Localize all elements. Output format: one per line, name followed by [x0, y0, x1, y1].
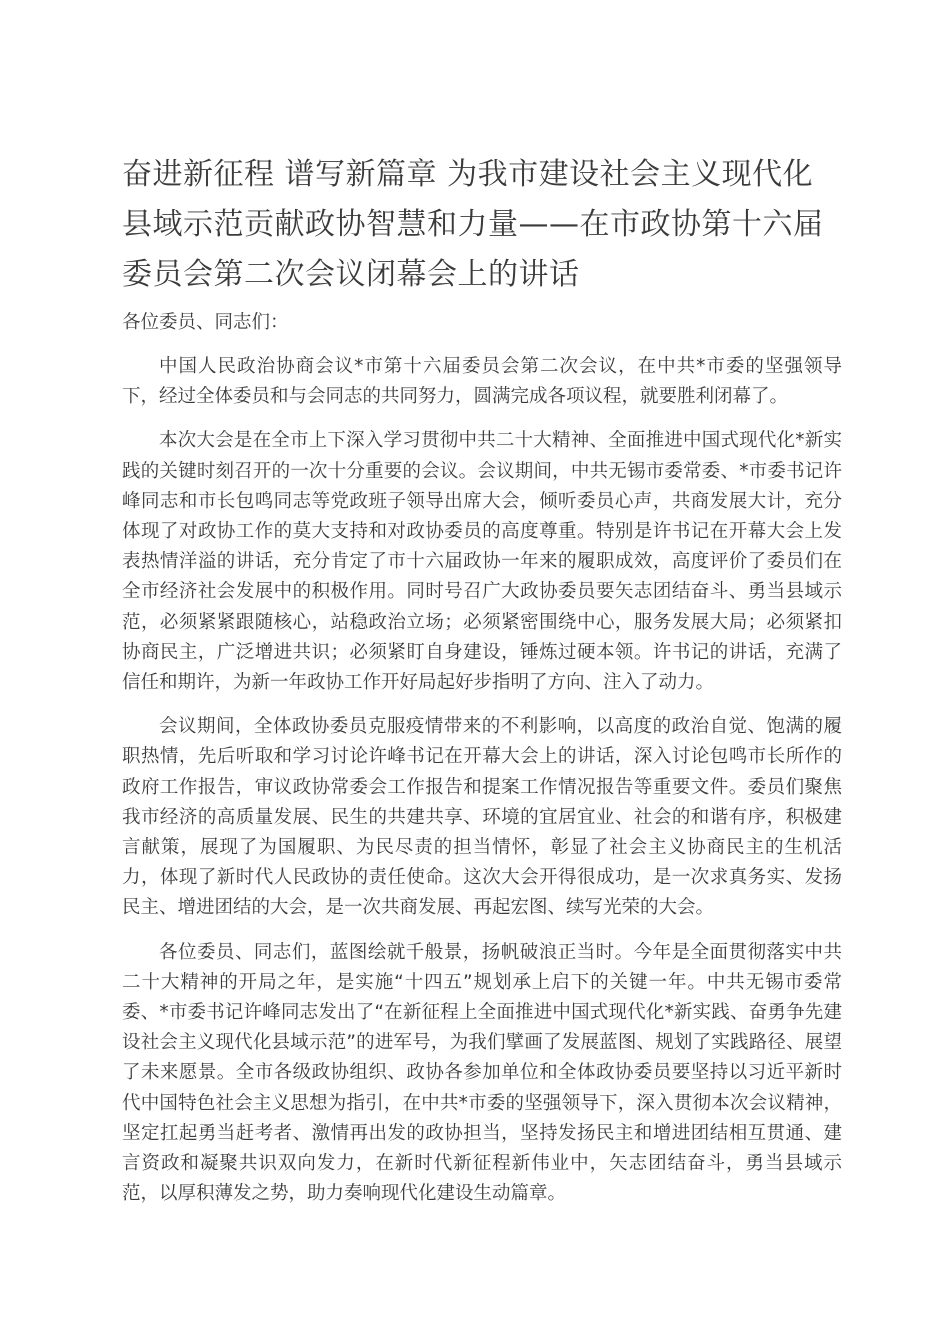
- salutation: 各位委员、同志们：: [122, 312, 289, 333]
- paragraph-1: 中国人民政治协商会议*市第十六届委员会第二次会议，在中共*市委的坚强领导下，经过全体委员和与会同志的共同努力，圆满完成各项议程，就要胜利闭幕了。: [122, 356, 842, 408]
- paragraph-4: 各位委员、同志们，蓝图绘就千般景，扬帆破浪正当时。今年是全面贯彻落实中共二十大精神的开局之年，是实施“十四五”规划承上启下的关键一年。中共无锡市委常委、*市委书记许峰同志发出了“在新征程上全面推进中国式现代化*新实践、奋勇争先建设社会主义现代化县域示范”的进军号，为我们擘画了发展蓝图、规划了实践路径、展望了未来愿景。全市各级政协组织、政协各参加单位和全体政协委员要坚持以习近平新时代中国特色社会主义思想为指引，在中共*市委的坚强领导下，深入贯彻本次会议精神，坚定扛起勇当赶考者、激情再出发的政协担当，坚持发扬民主和增进团结相互贯通、建言资政和凝聚共识双向发力，在新时代新征程新伟业中，矢志团结奋斗，勇当县域示范，以厚积薄发之势，助力奏响现代化建设生动篇章。: [122, 941, 842, 1205]
- paragraph-2: 本次大会是在全市上下深入学习贯彻中共二十大精神、全面推进中国式现代化*新实践的关键时刻召开的一次十分重要的会议。会议期间，中共无锡市委常委、*市委书记许峰同志和市长包鸣同志等党政班子领导出席大会，倾听委员心声，共商发展大计，充分体现了对政协工作的莫大支持和对政协委员的高度尊重。特别是许书记在开幕大会上发表热情洋溢的讲话，充分肯定了市十六届政协一年来的履职成效，高度评价了委员们在全市经济社会发展中的积极作用。同时号召广大政协委员要矢志团结奋斗、勇当县域示范，必须紧紧跟随核心，站稳政治立场；必须紧密围绕中心，服务发展大局；必须紧扣协商民主，广泛增进共识；必须紧盯自身建设，锤炼过硬本领。许书记的讲话，充满了信任和期许，为新一年政协工作开好局起好步指明了方向、注入了动力。: [122, 430, 842, 694]
- document-body: [122, 308, 842, 1223]
- document-title: 奋进新征程 谱写新篇章 为我市建设社会主义现代化县域示范贡献政协智慧和力量——在市政协第十六届委员会第二次会议闭幕会上的讲话: [122, 157, 824, 292]
- paragraph-3: 会议期间，全体政协委员克服疫情带来的不利影响，以高度的政治自觉、饱满的履职热情，先后听取和学习讨论许峰书记在开幕大会上的讲话，深入讨论包鸣市长所作的政府工作报告，审议政协常委会工作报告和提案工作情况报告等重要文件。委员们聚焦我市经济的高质量发展、民生的共建共享、环境的宜居宜业、社会的和谐有序，积极建言献策，展现了为国履职、为民尽责的担当情怀，彰显了社会主义协商民主的生机活力，体现了新时代人民政协的责任使命。这次大会开得很成功，是一次求真务实、发扬民主、增进团结的大会，是一次共商发展、再起宏图、续写光荣的大会。: [122, 716, 842, 919]
